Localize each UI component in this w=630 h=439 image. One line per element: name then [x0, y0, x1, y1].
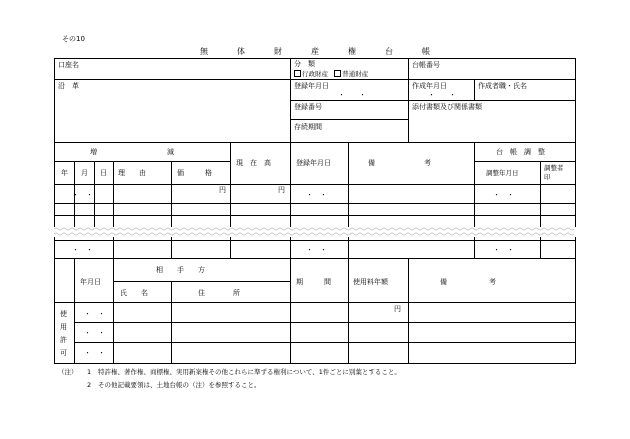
duration-label: 存続期間: [294, 123, 322, 131]
adjuster-seal-header: 調整者: [544, 164, 564, 172]
break-wave-line: [54, 232, 576, 236]
adjust-date-dots: ・ ・: [493, 191, 514, 199]
note-2-number: 2: [87, 381, 92, 389]
current-yen-unit: 円: [278, 186, 285, 194]
title-char: 体: [237, 47, 245, 56]
side-label-char: 可: [60, 349, 67, 357]
admin-property-label: 行政財産: [302, 70, 328, 78]
row-date-dots: ・ ・: [72, 246, 93, 254]
title-char: 帳: [422, 47, 430, 56]
permission-row-dots: ・ ・: [84, 329, 105, 337]
counterparty-header: 相 手 方: [156, 266, 205, 274]
document-title: [200, 46, 430, 57]
reg-date-header: 登録年月日: [296, 159, 331, 167]
lower-remarks-header: 備 考: [440, 278, 496, 286]
history-label: 沿 革: [58, 82, 79, 90]
current-amount-header: 現 在 高: [236, 159, 271, 167]
form-number: その10: [62, 35, 85, 43]
adjust-date-header: 調整年月日: [486, 169, 519, 177]
ledger-number-label: 台帳番号: [412, 61, 440, 69]
reg-date-dots: ・ ・: [306, 246, 327, 254]
registration-date-dots: ・ ・: [338, 91, 366, 99]
period-header: 期 間: [296, 278, 331, 286]
reg-date-dots: ・ ・: [306, 191, 327, 199]
reason-header: 理 由: [118, 169, 146, 177]
increase-decrease-header: 増 減: [90, 148, 174, 156]
title-char: 台: [385, 47, 393, 56]
creator-label: 作成者職・氏名: [478, 82, 527, 90]
registration-number-label: 登録番号: [294, 103, 322, 111]
side-label-char: 使: [60, 310, 67, 318]
col-day: 日: [100, 169, 107, 177]
admin-property-checkbox[interactable]: [294, 70, 301, 77]
side-label-char: 用: [60, 323, 67, 331]
title-char: 財: [274, 47, 282, 56]
adjust-date-dots: ・ ・: [493, 246, 514, 254]
permission-row-dots: ・ ・: [84, 349, 105, 357]
notes-label: （注）: [58, 368, 78, 376]
note-1-number: 1: [87, 368, 92, 376]
general-property-checkbox[interactable]: [334, 70, 341, 77]
title-char: 産: [311, 47, 319, 56]
attachments-label: 添付書類及び関係書類: [412, 103, 482, 111]
note-2-text: その他記載要領は、土地台帳の（注）を参照すること。: [98, 381, 261, 389]
fee-yen-unit: 円: [394, 305, 401, 313]
usage-fee-header: 使用料年額: [353, 278, 388, 286]
title-char: 権: [348, 47, 356, 56]
price-header: 価 格: [177, 169, 212, 177]
registration-date-label: 登録年月日: [294, 82, 329, 90]
col-year: 年: [61, 169, 68, 177]
adjuster-seal-header: 印: [544, 173, 551, 181]
price-yen-unit: 円: [219, 186, 226, 194]
col-month: 月: [81, 169, 88, 177]
address-header: 住 所: [198, 289, 240, 297]
remarks-header: 備 考: [368, 159, 431, 167]
created-date-label: 作成年月日: [412, 82, 447, 90]
general-property-label: 普通財産: [342, 70, 369, 78]
permission-row-dots: ・ ・: [84, 310, 105, 318]
created-date-dots: ・ ・: [428, 91, 456, 99]
ledger-adjust-header: 台 帳 調 整: [496, 148, 545, 156]
title-char: 無: [200, 47, 208, 56]
name-header: 氏 名: [120, 289, 148, 297]
note-1-text: 特許権、著作権、商標権、実用新案権その他これらに準ずる権利について、1件ごとに別葉とすること。: [98, 368, 401, 376]
account-name-label: 口座名: [58, 61, 79, 69]
side-label-char: 許: [60, 336, 67, 344]
permission-date-header: 年月日: [80, 278, 101, 286]
row-date-dots: ・ ・: [72, 191, 93, 199]
category-options: [294, 70, 368, 78]
category-label: 分 類: [294, 60, 315, 68]
break-wave-line: [54, 227, 576, 231]
